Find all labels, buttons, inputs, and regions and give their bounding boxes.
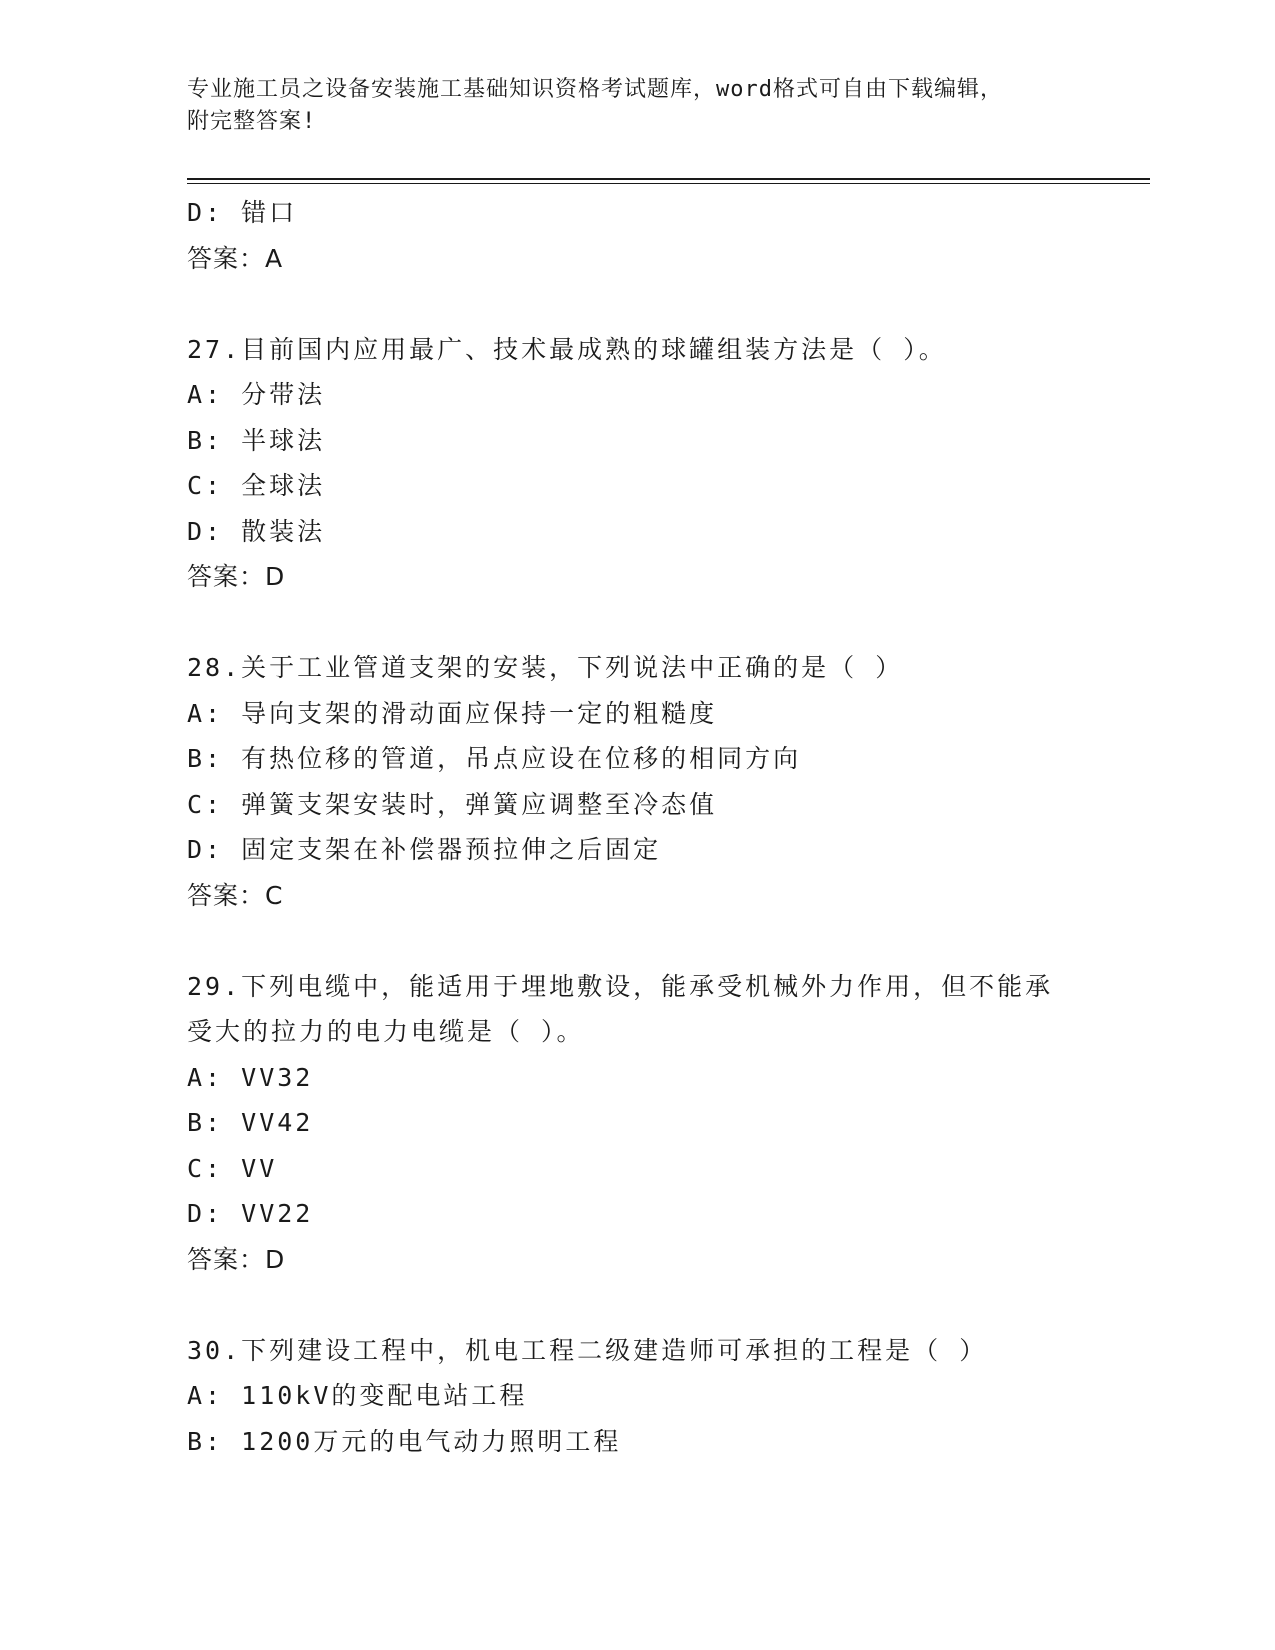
question-28-answer: 答案：C: [187, 880, 284, 910]
question-28-option-d: D: 固定支架在补偿器预拉伸之后固定: [187, 835, 662, 864]
spacer: [187, 1282, 1087, 1328]
question-29-option-b: B: VV42: [187, 1108, 314, 1137]
question-29-option-a: A: VV32: [187, 1062, 314, 1092]
question-28-stem: 28.关于工业管道支架的安装，下列说法中正确的是（ ）: [187, 653, 904, 682]
question-27-option-d: D: 散装法: [187, 516, 326, 546]
question-29-option-c: C: VV: [187, 1153, 278, 1183]
question-29-answer: 答案：D: [187, 1244, 286, 1274]
question-28-option-b: B: 有热位移的管道，吊点应设在位移的相同方向: [187, 744, 802, 773]
header-divider-thick: [187, 178, 1150, 180]
question-30-stem: 30.下列建设工程中，机电工程二级建造师可承担的工程是（ ）: [187, 1335, 988, 1365]
question-27-option-b: B: 半球法: [187, 425, 326, 455]
question-27-stem: 27.目前国内应用最广、技术最成熟的球罐组装方法是（ ）。: [187, 334, 947, 364]
question-29-option-d: D: VV22: [187, 1199, 314, 1228]
prev-answer: 答案：A: [187, 243, 284, 273]
question-29-stem-line-2: 受大的拉力的电力电缆是（ ）。: [187, 1017, 585, 1046]
prev-option-d: D: 错口: [187, 198, 298, 227]
question-27-option-a: A: 分带法: [187, 380, 326, 409]
question-28-option-c: C: 弹簧支架安装时，弹簧应调整至冷态值: [187, 789, 718, 819]
document-header: [187, 74, 1087, 138]
spacer: [187, 918, 1087, 964]
question-29-stem-line-1: 29.下列电缆中，能适用于埋地敷设，能承受机械外力作用，但不能承: [187, 971, 1054, 1001]
header-title-line-1: 专业施工员之设备安装施工基础知识资格考试题库，word格式可自由下载编辑，: [187, 77, 1003, 102]
header-title-line-2: 附完整答案!: [187, 109, 317, 134]
question-list: [187, 190, 1087, 1464]
question-27-option-c: C: 全球法: [187, 471, 326, 500]
question-28-option-a: A: 导向支架的滑动面应保持一定的粗糙度: [187, 698, 718, 728]
spacer: [187, 281, 1087, 327]
question-30-option-a: A: 110kV的变配电站工程: [187, 1381, 528, 1410]
header-divider-thin: [187, 183, 1150, 184]
question-30-option-b: B: 1200万元的电气动力照明工程: [187, 1426, 622, 1456]
spacer: [187, 600, 1087, 646]
question-27-answer: 答案：D: [187, 562, 286, 591]
